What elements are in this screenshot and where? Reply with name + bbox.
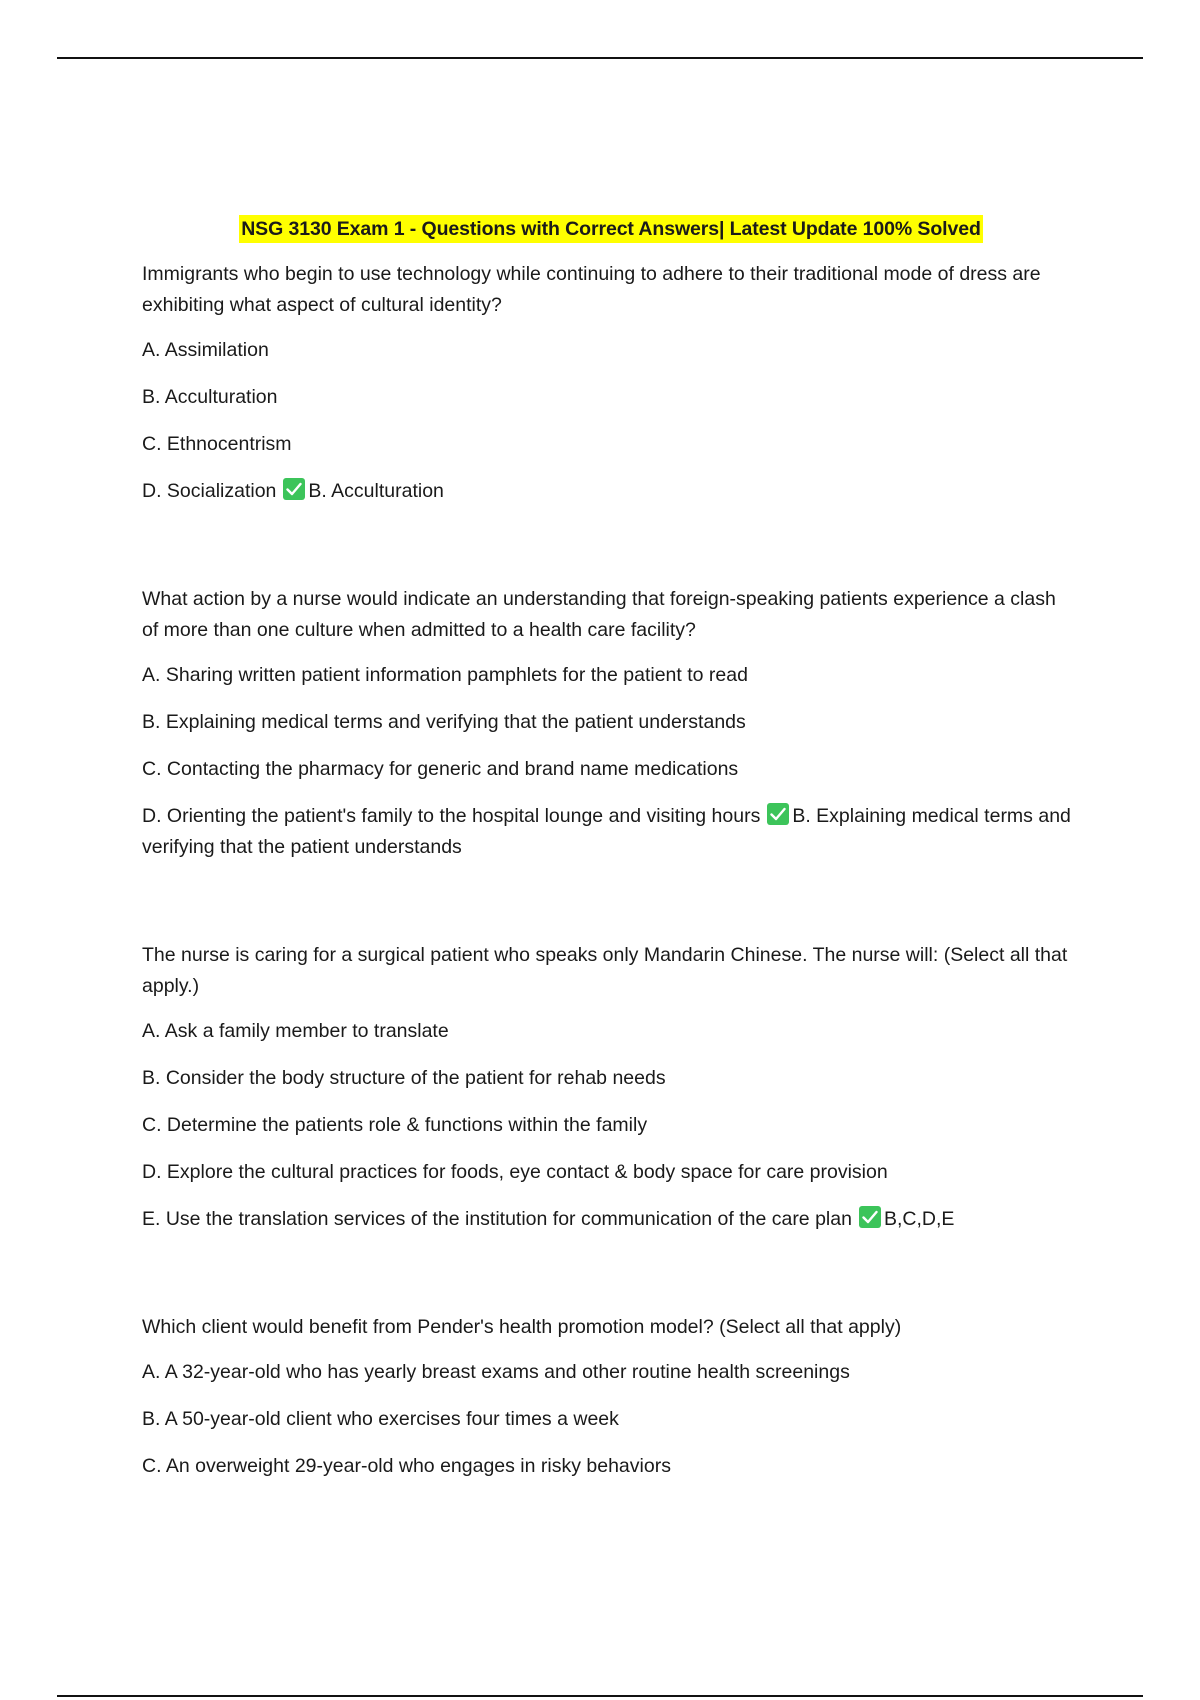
check-mark-icon — [283, 478, 305, 500]
answer-option: A. Ask a family member to translate — [142, 1020, 449, 1042]
answer-option: C. Ethnocentrism — [142, 433, 292, 455]
question-2 — [142, 584, 1072, 863]
correct-answer: B,C,D,E — [883, 1208, 955, 1230]
correct-answer: B. Explaining medical terms and verifying that the patient understands — [142, 805, 1071, 858]
question-text: The nurse is caring for a surgical patient who speaks only Mandarin Chinese. The nurse will: (Select all that apply.) — [142, 944, 1068, 997]
answer-option: B. Acculturation — [142, 386, 278, 408]
answer-option: A. A 32-year-old who has yearly breast exams and other routine health screenings — [142, 1361, 850, 1383]
answer-option-with-answer — [142, 1204, 1072, 1235]
answer-option: D. Explore the cultural practices for foods, eye contact & body space for care provision — [142, 1161, 888, 1183]
answer-option: B. Explaining medical terms and verifying that the patient understands — [142, 711, 746, 733]
check-mark-icon — [859, 1206, 881, 1228]
answer-option-with-answer — [142, 801, 1072, 863]
document-title: NSG 3130 Exam 1 - Questions with Correct Answers| Latest Update 100% Solved — [239, 215, 983, 243]
question-text: Immigrants who begin to use technology while continuing to adhere to their traditional mode of dress are exhibiting what aspect of cultural identity? — [142, 263, 1041, 316]
top-divider — [57, 57, 1143, 59]
bottom-divider — [57, 1695, 1143, 1697]
answer-option-text: E. Use the translation services of the institution for communication of the care plan — [142, 1208, 852, 1230]
question-4 — [142, 1312, 1072, 1482]
answer-option: B. A 50-year-old client who exercises four times a week — [142, 1408, 619, 1430]
answer-option: C. An overweight 29-year-old who engages in risky behaviors — [142, 1455, 671, 1477]
correct-answer: B. Acculturation — [308, 480, 444, 502]
question-1 — [142, 259, 1072, 507]
question-text: Which client would benefit from Pender's health promotion model? (Select all that apply) — [142, 1316, 902, 1338]
answer-option-with-answer — [142, 476, 1072, 507]
answer-option-text: D. Orienting the patient's family to the hospital lounge and visiting hours — [142, 805, 761, 827]
answer-option: A. Assimilation — [142, 339, 269, 361]
answer-option: C. Contacting the pharmacy for generic and brand name medications — [142, 758, 739, 780]
question-text: What action by a nurse would indicate an understanding that foreign-speaking patients experience a clash of more than one culture when admitted to a health care facility? — [142, 588, 1056, 641]
question-3 — [142, 940, 1072, 1235]
answer-option: A. Sharing written patient information pamphlets for the patient to read — [142, 664, 748, 686]
answer-option-text: D. Socialization — [142, 480, 277, 502]
check-mark-icon — [767, 803, 789, 825]
answer-option: C. Determine the patients role & functions within the family — [142, 1114, 648, 1136]
answer-option: B. Consider the body structure of the patient for rehab needs — [142, 1067, 666, 1089]
document-body — [142, 215, 1072, 1498]
